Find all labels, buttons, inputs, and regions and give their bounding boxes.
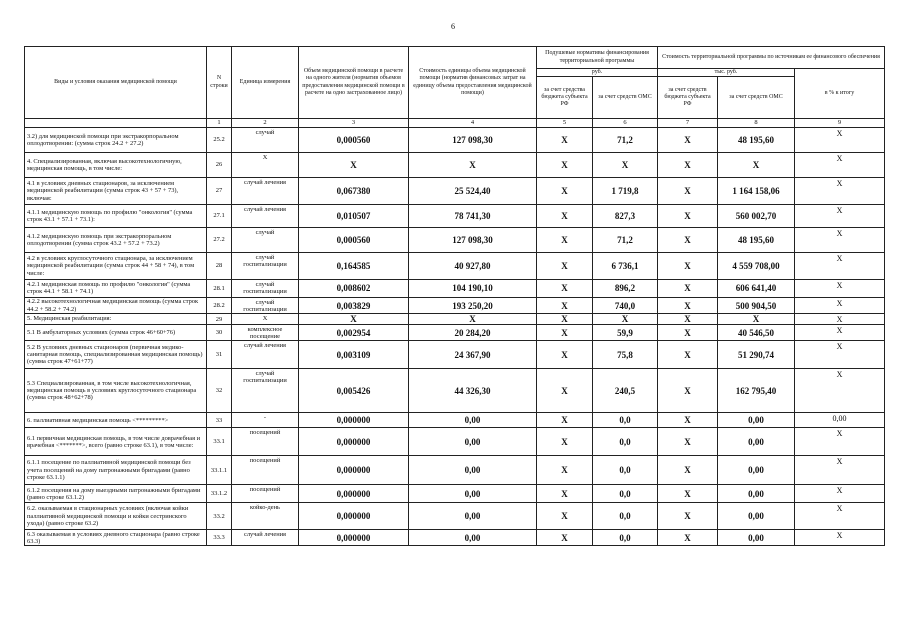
row-percent: X: [795, 341, 885, 369]
header-percent-total: в % к итогу: [795, 69, 885, 119]
row-oms-rub: 0,0: [593, 530, 658, 546]
row-budget-rub: X: [537, 413, 593, 428]
row-oms-rub: 740,0: [593, 297, 658, 313]
row-percent: X: [795, 485, 885, 503]
row-unit: X: [232, 152, 299, 177]
row-budget-rub: X: [537, 456, 593, 485]
row-budget-thous: X: [658, 252, 718, 279]
row-unit-cost: 24 367,90: [409, 341, 537, 369]
table-row: [25, 314, 885, 325]
row-unit-cost: 0,00: [409, 503, 537, 530]
header-oms-thous: за счет средств ОМС: [718, 77, 795, 119]
row-volume: 0,000000: [299, 485, 409, 503]
row-oms-rub: 75,8: [593, 341, 658, 369]
row-unit-cost: 40 927,80: [409, 252, 537, 279]
row-volume: 0,000560: [299, 127, 409, 152]
row-unit: случай лечения: [232, 341, 299, 369]
header-oms-rub: за счет средств ОМС: [593, 77, 658, 119]
row-budget-thous: X: [658, 297, 718, 313]
row-number: 30: [207, 325, 232, 341]
row-oms-thous: 4 559 708,00: [718, 252, 795, 279]
column-index: 6: [593, 119, 658, 128]
row-percent: X: [795, 428, 885, 456]
row-oms-rub: 0,0: [593, 485, 658, 503]
column-index: 5: [537, 119, 593, 128]
row-unit: комплексное посещение: [232, 325, 299, 341]
row-volume: 0,010507: [299, 204, 409, 227]
row-unit-cost: 193 250,20: [409, 297, 537, 313]
header-per-capita-norms: Подушевые нормативы финансирования территориальной программы: [537, 47, 658, 69]
row-oms-thous: 0,00: [718, 428, 795, 456]
table-row: [25, 485, 885, 503]
row-budget-thous: X: [658, 369, 718, 413]
row-budget-rub: X: [537, 204, 593, 227]
row-volume: 0,164585: [299, 252, 409, 279]
row-oms-thous: 0,00: [718, 456, 795, 485]
row-unit: случай: [232, 227, 299, 252]
row-unit-cost: 127 098,30: [409, 127, 537, 152]
row-oms-thous: 162 795,40: [718, 369, 795, 413]
row-number: 25.2: [207, 127, 232, 152]
row-unit: случай госпитализации: [232, 297, 299, 313]
row-volume: 0,005426: [299, 369, 409, 413]
row-volume: X: [299, 152, 409, 177]
header-rub: руб.: [537, 69, 658, 77]
row-budget-thous: X: [658, 227, 718, 252]
row-number: 31: [207, 341, 232, 369]
row-label: 4.1.2 медицинскую помощь при экстракорпоральном оплодотворении (сумма строк 43.2 + 57.2 + 73.2): [25, 227, 207, 252]
row-budget-thous: X: [658, 127, 718, 152]
row-number: 33.1: [207, 428, 232, 456]
row-oms-thous: 0,00: [718, 485, 795, 503]
row-oms-thous: 51 290,74: [718, 341, 795, 369]
row-percent: X: [795, 279, 885, 297]
row-budget-thous: X: [658, 341, 718, 369]
row-unit-cost: 78 741,30: [409, 204, 537, 227]
row-budget-rub: X: [537, 503, 593, 530]
row-label: 6.1.1 посещение по паллиативной медицинской помощи без учета посещений на дому патронажными бригадами (равно строке 63.1.1): [25, 456, 207, 485]
row-number: 29: [207, 314, 232, 325]
row-budget-rub: X: [537, 530, 593, 546]
row-oms-rub: 1 719,8: [593, 177, 658, 204]
row-oms-thous: 606 641,40: [718, 279, 795, 297]
column-index: 8: [718, 119, 795, 128]
row-oms-rub: 0,0: [593, 456, 658, 485]
row-percent: X: [795, 369, 885, 413]
row-volume: 0,002954: [299, 325, 409, 341]
row-percent: X: [795, 503, 885, 530]
row-unit: посещений: [232, 456, 299, 485]
row-oms-thous: 560 002,70: [718, 204, 795, 227]
row-label: 5.3 Специализированная, в том числе высокотехнологичная, медицинская помощь в условиях круглосуточного стационара (сумма строк 48+62+78): [25, 369, 207, 413]
header-unit: Единица измерения: [232, 47, 299, 119]
row-unit: койко-день: [232, 503, 299, 530]
row-number: 33: [207, 413, 232, 428]
row-volume: 0,003829: [299, 297, 409, 313]
row-percent: X: [795, 177, 885, 204]
row-unit: случай лечения: [232, 530, 299, 546]
row-budget-thous: X: [658, 177, 718, 204]
table-row: [25, 325, 885, 341]
header-thous-rub: тыс. руб.: [658, 69, 795, 77]
table-row: [25, 279, 885, 297]
row-unit: посещений: [232, 485, 299, 503]
row-budget-thous: X: [658, 204, 718, 227]
row-budget-rub: X: [537, 252, 593, 279]
row-oms-thous: 0,00: [718, 530, 795, 546]
row-label: 3.2) для медицинской помощи при экстракорпоральном оплодотворении: (сумма строк 24.2 + 27.2): [25, 127, 207, 152]
table-row: [25, 297, 885, 313]
row-budget-rub: X: [537, 314, 593, 325]
header-row-number: N строки: [207, 47, 232, 119]
row-oms-rub: 71,2: [593, 227, 658, 252]
row-percent: X: [795, 127, 885, 152]
row-budget-rub: X: [537, 341, 593, 369]
row-budget-rub: X: [537, 279, 593, 297]
row-volume: 0,008602: [299, 279, 409, 297]
row-percent: X: [795, 252, 885, 279]
row-label: 4.1.1 медицинскую помощь по профилю "онкология" (сумма строк 43.1 + 57.1 + 73.1):: [25, 204, 207, 227]
row-percent: X: [795, 227, 885, 252]
row-budget-thous: X: [658, 152, 718, 177]
row-oms-thous: X: [718, 314, 795, 325]
row-unit-cost: 44 326,30: [409, 369, 537, 413]
row-budget-thous: X: [658, 485, 718, 503]
row-budget-thous: X: [658, 413, 718, 428]
row-number: 28.1: [207, 279, 232, 297]
row-oms-thous: 500 904,50: [718, 297, 795, 313]
row-label: 5. Медицинская реабилитация:: [25, 314, 207, 325]
table-row: [25, 204, 885, 227]
row-budget-thous: X: [658, 456, 718, 485]
table-row: [25, 341, 885, 369]
row-number: 33.1.1: [207, 456, 232, 485]
row-unit-cost: X: [409, 152, 537, 177]
table-row: [25, 252, 885, 279]
row-number: 26: [207, 152, 232, 177]
row-unit-cost: 104 190,10: [409, 279, 537, 297]
table-row: [25, 503, 885, 530]
table-row: [25, 227, 885, 252]
header-budget-thous: за счет средств бюджета субъекта РФ: [658, 77, 718, 119]
row-unit: X: [232, 314, 299, 325]
row-unit: -: [232, 413, 299, 428]
row-label: 6.2. оказываемая в стационарных условиях (включая койки паллиативной медицинской помощи и койки сестринского ухода) (равно строке 63.2): [25, 503, 207, 530]
row-budget-thous: X: [658, 503, 718, 530]
row-unit-cost: 0,00: [409, 530, 537, 546]
row-volume: 0,000000: [299, 413, 409, 428]
row-unit-cost: 127 098,30: [409, 227, 537, 252]
row-budget-rub: X: [537, 177, 593, 204]
column-index-row: [25, 119, 885, 128]
row-oms-rub: 6 736,1: [593, 252, 658, 279]
row-unit-cost: 20 284,20: [409, 325, 537, 341]
row-volume: 0,000000: [299, 530, 409, 546]
row-oms-thous: 0,00: [718, 503, 795, 530]
row-number: 33.3: [207, 530, 232, 546]
row-label: 5.1 В амбулаторных условиях (сумма строк 46+60+76): [25, 325, 207, 341]
row-budget-thous: X: [658, 314, 718, 325]
row-percent: X: [795, 297, 885, 313]
program-cost-table: [24, 46, 885, 546]
row-percent: X: [795, 530, 885, 546]
row-oms-rub: 0,0: [593, 428, 658, 456]
row-oms-rub: 59,9: [593, 325, 658, 341]
row-number: 27.1: [207, 204, 232, 227]
row-budget-thous: X: [658, 428, 718, 456]
row-unit: посещений: [232, 428, 299, 456]
row-oms-rub: 0,0: [593, 503, 658, 530]
row-label: 6.1.2 посещения на дому выездными патронажными бригадами (равно строке 63.1.2): [25, 485, 207, 503]
row-budget-rub: X: [537, 227, 593, 252]
row-volume: 0,000000: [299, 428, 409, 456]
row-label: 6.3 оказываемая в условиях дневного стационара (равно строке 63.3): [25, 530, 207, 546]
row-budget-thous: X: [658, 325, 718, 341]
row-unit-cost: 0,00: [409, 485, 537, 503]
row-unit: случай лечения: [232, 204, 299, 227]
row-oms-thous: 0,00: [718, 413, 795, 428]
row-unit: случай госпитализации: [232, 369, 299, 413]
row-unit-cost: 25 524,40: [409, 177, 537, 204]
page-number: 6: [451, 22, 455, 31]
row-oms-rub: X: [593, 152, 658, 177]
row-oms-thous: 1 164 158,06: [718, 177, 795, 204]
row-volume: 0,003109: [299, 341, 409, 369]
row-unit: случай госпитализации: [232, 252, 299, 279]
column-index: 9: [795, 119, 885, 128]
row-label: 4.2 в условиях круглосуточного стационара, за исключением медицинской реабилитации (сумма строк 44 + 58 + 74), в том числе:: [25, 252, 207, 279]
row-volume: 0,000000: [299, 503, 409, 530]
row-volume: 0,000000: [299, 456, 409, 485]
row-oms-rub: X: [593, 314, 658, 325]
row-budget-rub: X: [537, 428, 593, 456]
table-row: [25, 177, 885, 204]
row-oms-rub: 827,3: [593, 204, 658, 227]
row-label: 4. Специализированная, включая высокотехнологичную, медицинская помощь, в том числе:: [25, 152, 207, 177]
row-label: 4.2.1 медицинская помощь по профилю "онкология" (сумма строк 44.1 + 58.1 + 74.1): [25, 279, 207, 297]
row-number: 28: [207, 252, 232, 279]
row-number: 32: [207, 369, 232, 413]
row-unit-cost: 0,00: [409, 413, 537, 428]
row-budget-rub: X: [537, 325, 593, 341]
column-index-blank: [25, 119, 207, 128]
row-oms-rub: 71,2: [593, 127, 658, 152]
row-oms-thous: 48 195,60: [718, 127, 795, 152]
table-row: [25, 530, 885, 546]
row-budget-rub: X: [537, 297, 593, 313]
row-label: 6.1 первичная медицинская помощь, в том числе доврачебная и врачебная <*******>, всего (равно строке 63.1), в том числе:: [25, 428, 207, 456]
row-unit: случай: [232, 127, 299, 152]
row-label: 4.1 в условиях дневных стационаров, за исключением медицинской реабилитации (сумма строк 43 + 57 + 73), включая:: [25, 177, 207, 204]
header-volume: Объем медицинской помощи в расчете на одного жителя (норматив объемов предоставления медицинской помощи в расчете на одно застрахованное лицо): [299, 47, 409, 119]
table-row: [25, 428, 885, 456]
row-budget-rub: X: [537, 127, 593, 152]
row-number: 27: [207, 177, 232, 204]
row-oms-thous: 48 195,60: [718, 227, 795, 252]
row-percent: X: [795, 314, 885, 325]
row-unit-cost: 0,00: [409, 456, 537, 485]
table-row: [25, 152, 885, 177]
header-program-cost: Стоимость территориальной программы по источникам ее финансового обеспечения: [658, 47, 885, 69]
row-oms-rub: 240,5: [593, 369, 658, 413]
column-index: 3: [299, 119, 409, 128]
table-body: [25, 127, 885, 545]
table-row: [25, 127, 885, 152]
row-volume: 0,000560: [299, 227, 409, 252]
header-kind: Виды и условия оказания медицинской помощи: [25, 47, 207, 119]
row-percent: X: [795, 325, 885, 341]
row-label: 6. паллиативная медицинская помощь <*********>: [25, 413, 207, 428]
row-percent: X: [795, 204, 885, 227]
row-label: 4.2.2 высокотехнологичная медицинская помощь (сумма строк 44.2 + 58.2 + 74.2): [25, 297, 207, 313]
row-unit: случай госпитализации: [232, 279, 299, 297]
row-number: 28.2: [207, 297, 232, 313]
row-number: 33.1.2: [207, 485, 232, 503]
header-unit-cost: Стоимость единицы объема медицинской помощи (норматив финансовых затрат на единицу объема предоставления медицинской помощи): [409, 47, 537, 119]
table-row: [25, 413, 885, 428]
row-oms-rub: 896,2: [593, 279, 658, 297]
row-budget-thous: X: [658, 279, 718, 297]
column-index: 7: [658, 119, 718, 128]
row-volume: X: [299, 314, 409, 325]
row-unit: случай лечения: [232, 177, 299, 204]
column-index: 2: [232, 119, 299, 128]
row-percent: X: [795, 456, 885, 485]
row-volume: 0,067380: [299, 177, 409, 204]
column-index: 4: [409, 119, 537, 128]
row-budget-rub: X: [537, 369, 593, 413]
column-index: 1: [207, 119, 232, 128]
row-label: 5.2 В условиях дневных стационаров (первичная медико-санитарная помощь, специализированная медицинская помощь) (сумма строк 47+61+77): [25, 341, 207, 369]
row-oms-thous: X: [718, 152, 795, 177]
row-budget-thous: X: [658, 530, 718, 546]
row-unit-cost: 0,00: [409, 428, 537, 456]
row-budget-rub: X: [537, 152, 593, 177]
table-row: [25, 369, 885, 413]
header-budget-rub: за счет средства бюджета субъекта РФ: [537, 77, 593, 119]
row-number: 27.2: [207, 227, 232, 252]
table-row: [25, 456, 885, 485]
row-number: 33.2: [207, 503, 232, 530]
row-oms-rub: 0,0: [593, 413, 658, 428]
row-oms-thous: 40 546,50: [718, 325, 795, 341]
row-percent: 0,00: [795, 413, 885, 428]
row-percent: X: [795, 152, 885, 177]
row-unit-cost: X: [409, 314, 537, 325]
row-budget-rub: X: [537, 485, 593, 503]
